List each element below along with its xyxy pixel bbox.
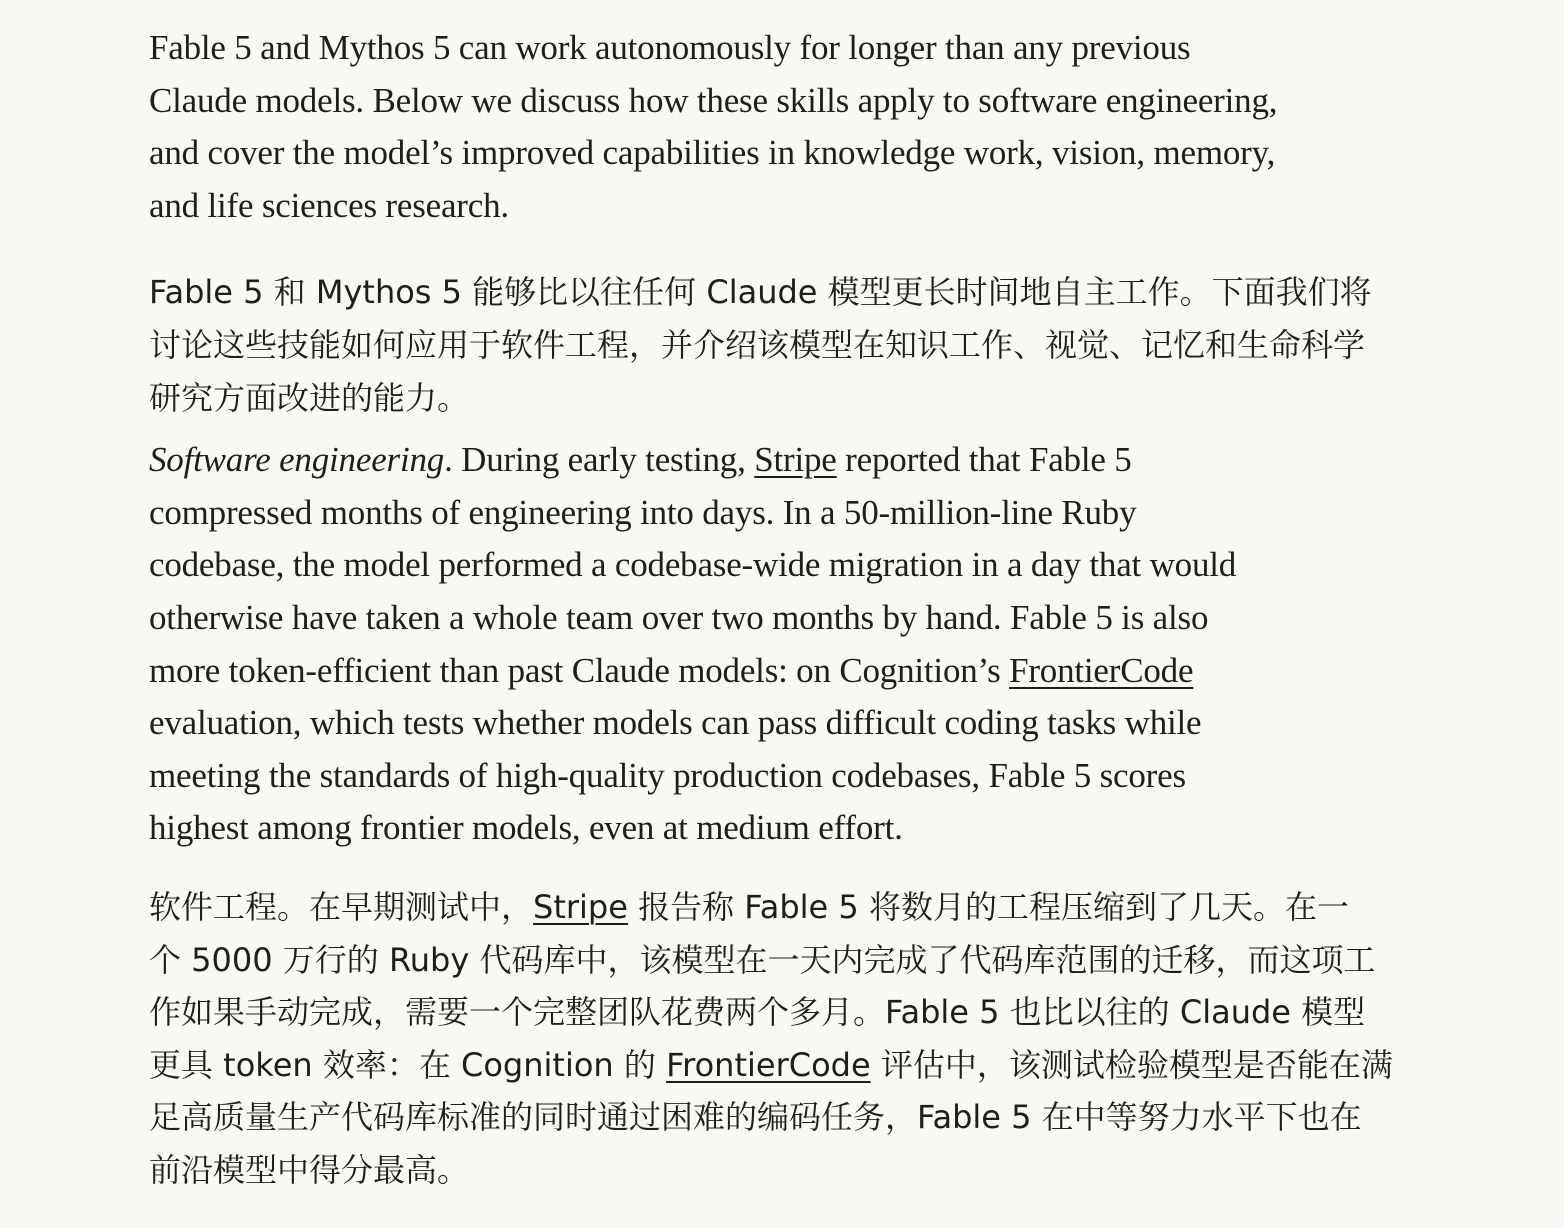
software-engineering-paragraph-en <box>149 434 1439 855</box>
paragraph-text: reported that Fable 5 compressed months of engineering into days. In a 50-million-line Ruby codebase, the model performed a codebase-wide migration in a day that would otherwise have taken a whole team over two months by hand. Fable 5 is also more token-efficient than past Claude models: on Cognition’s <box>149 440 1237 690</box>
frontiercode-link[interactable]: FrontierCode <box>1009 650 1194 690</box>
frontiercode-link-zh[interactable]: FrontierCode <box>666 1045 871 1084</box>
paragraph-text: 软件工程。在早期测试中， <box>149 887 534 926</box>
software-engineering-paragraph-zh <box>149 881 1439 1197</box>
paragraph-text: 报告称 Fable 5 将数月的工程压缩到了几天。在一 个 5000 万行的 Ruby 代码库中，该模型在一天内完成了代码库范围的迁移，而这项工 作如果手动完成，需要一个完整团队花费两个多月。Fable 5 也比以往的 Claude 模型 更具 token 效率：在 Cognition 的 <box>149 887 1376 1084</box>
stripe-link-zh[interactable]: Stripe <box>533 887 628 926</box>
paragraph-text: . During early testing, <box>444 440 755 480</box>
stripe-link[interactable]: Stripe <box>754 440 837 480</box>
section-lead-software-engineering: Software engineering <box>149 440 445 480</box>
paragraph-text: evaluation, which tests whether models can pass difficult coding tasks while meeting the standards of high-quality production codebases, Fable 5 scores highest among frontier models, even at medium effort. <box>149 703 1202 848</box>
article-body <box>149 22 1439 1196</box>
intro-paragraph-zh: Fable 5 和 Mythos 5 能够比以往任何 Claude 模型更长时间地自主工作。下面我们将 讨论这些技能如何应用于软件工程，并介绍该模型在知识工作、视觉、记忆和生命科学 研究方面改进的能力。 <box>149 273 1372 417</box>
intro-paragraph-en: Fable 5 and Mythos 5 can work autonomously for longer than any previous Claude models. Below we discuss how these skills apply to software engineering, and cover the model’s improved capabilities in knowledge work, vision, memory, and life sciences research. <box>149 28 1278 225</box>
paragraph-text: 评估中，该测试检验模型是否能在满 足高质量生产代码库标准的同时通过困难的编码任务，Fable 5 在中等努力水平下也在 前沿模型中得分最高。 <box>149 1045 1393 1189</box>
